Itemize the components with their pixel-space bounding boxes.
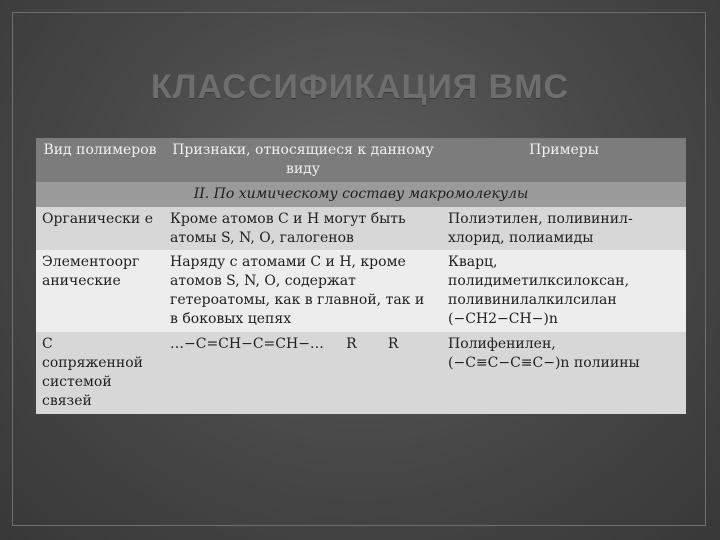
cell-features: Кроме атомов С и Н могут быть атомы S, N, О, галогенов xyxy=(164,207,442,251)
table-header-row xyxy=(36,138,686,182)
header-features: Признаки, относящиеся к данному виду xyxy=(164,138,442,182)
header-examples: Примеры xyxy=(442,138,686,182)
cell-examples: Полиэтилен, поливинил-хлорид, полиамиды xyxy=(442,207,686,251)
table-row xyxy=(36,207,686,251)
header-polymer-type: Вид полимеров xyxy=(36,138,164,182)
cell-type: С сопряженной системой связей xyxy=(36,332,164,414)
cell-type: Элементоорг анические xyxy=(36,250,164,332)
table-subheader-row xyxy=(36,182,686,207)
slide-title: КЛАССИФИКАЦИЯ ВМС xyxy=(150,68,570,106)
table-row xyxy=(36,250,686,332)
subheader-chemical-composition: II. По химическому составу макромолекулы xyxy=(36,182,686,207)
cell-examples: Кварц, полидиметилксилоксан, поливинилалкилсилан (−СН2−СН−)n xyxy=(442,250,686,332)
classification-table xyxy=(36,138,686,414)
cell-features: Наряду с атомами С и Н, кроме атомов S, N, О, содержат гетероатомы, как в главной, так и в боковых цепях xyxy=(164,250,442,332)
cell-type: Органически е xyxy=(36,207,164,251)
cell-examples: Полифенилен, (−С≡С−С≡С−)n полиины xyxy=(442,332,686,414)
table-row xyxy=(36,332,686,414)
cell-features: …−С=СН−С=СН−… R R xyxy=(164,332,442,414)
